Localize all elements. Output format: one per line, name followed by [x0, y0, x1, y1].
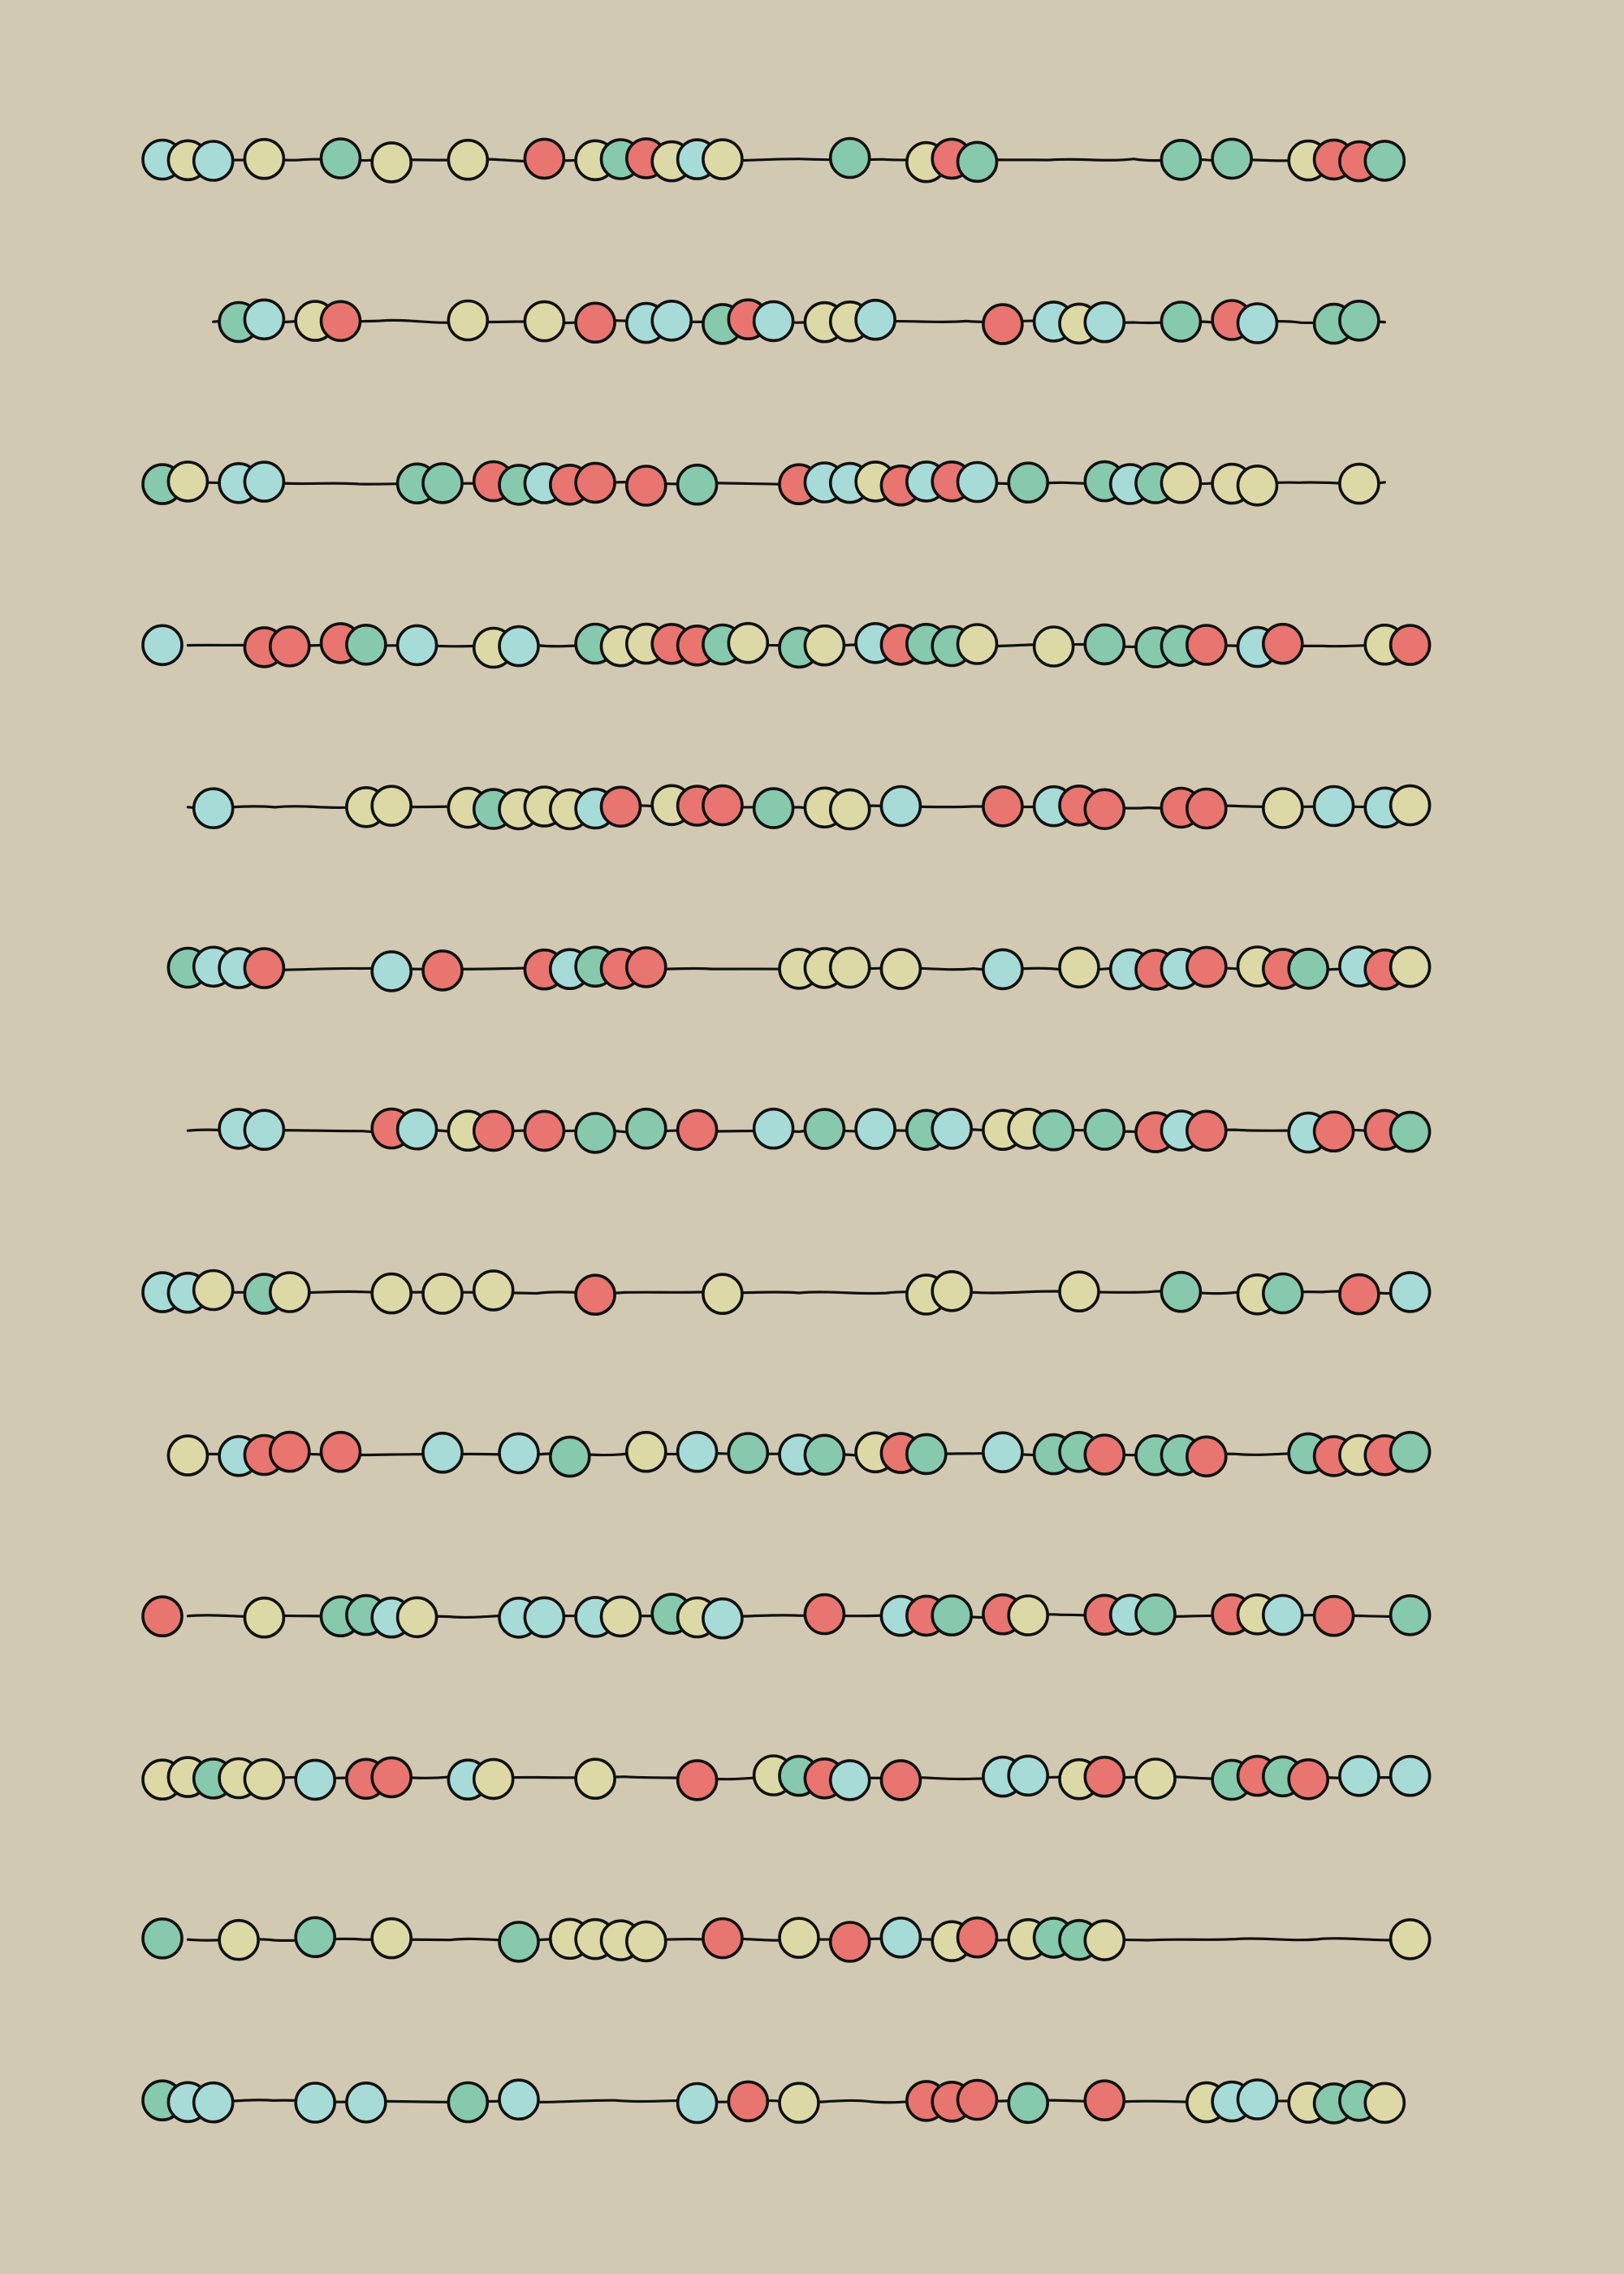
strand-8-bead-8: [474, 1271, 513, 1310]
strand-3-bead-21: [958, 463, 997, 502]
strand-7-bead-12: [805, 1109, 844, 1148]
strand-11-bead-5: [244, 1760, 283, 1799]
strand-7-bead-2: [244, 1110, 283, 1149]
strand-9-bead-4: [270, 1433, 309, 1472]
strand-9-bead-17: [983, 1433, 1022, 1472]
strand-7-bead-9: [627, 1109, 666, 1148]
strand-4-bead-31: [1391, 625, 1430, 664]
strand-10-bead-22: [1136, 1595, 1175, 1634]
strand-6-bead-15: [881, 949, 920, 988]
strand-10-bead-25: [1263, 1596, 1302, 1635]
strand-9-bead-6: [423, 1433, 462, 1472]
strand-6-bead-11: [627, 948, 666, 987]
strand-13-bead-5: [347, 2083, 386, 2122]
strand-9-bead-1: [168, 1436, 207, 1475]
strand-3-bead-22: [1009, 463, 1047, 502]
strand-3-bead-11: [576, 463, 615, 502]
strand-11-bead-10: [474, 1759, 513, 1798]
strand-9-bead-9: [627, 1433, 666, 1472]
strand-12-bead-3: [296, 1917, 335, 1956]
strand-3-bead-12: [627, 466, 666, 505]
strand-7-bead-13: [856, 1109, 895, 1148]
strand-1-bead-15: [831, 139, 870, 178]
strand-8-bead-6: [372, 1274, 411, 1313]
strand-10-bead-8: [525, 1597, 564, 1636]
strand-7-bead-18: [1034, 1111, 1073, 1150]
strand-4-bead-24: [1085, 625, 1124, 664]
strand-5-bead-10: [602, 787, 641, 826]
strand-1-bead-19: [1161, 141, 1200, 179]
strand-1-bead-20: [1212, 139, 1251, 178]
strand-4-bead-29: [1263, 625, 1302, 664]
strand-6-bead-5: [372, 952, 411, 991]
strand-9-bead-20: [1085, 1435, 1124, 1474]
strand-12-bead-15: [958, 1918, 997, 1957]
strand-9-bead-8: [551, 1437, 590, 1476]
strand-3-bead-4: [244, 462, 283, 501]
strand-11-bead-27: [1340, 1757, 1379, 1796]
strand-7-bead-11: [754, 1109, 793, 1148]
strand-11-bead-22: [1136, 1759, 1175, 1798]
strand-10-bead-19: [1009, 1596, 1047, 1635]
strand-13-bead-9: [728, 2082, 767, 2121]
strand-11-bead-26: [1289, 1760, 1328, 1799]
strand-6-bead-21: [1187, 948, 1226, 987]
strand-13-bead-15: [1085, 2081, 1124, 2120]
strand-4-bead-15: [728, 624, 767, 663]
strand-5-bead-17: [881, 787, 920, 826]
strand-1-bead-6: [372, 143, 411, 182]
strand-1-bead-18: [958, 142, 997, 181]
strand-4-bead-22: [958, 625, 997, 664]
strand-13-bead-7: [499, 2080, 538, 2119]
strand-10-bead-2: [244, 1598, 283, 1637]
strand-10-bead-10: [602, 1597, 641, 1636]
strand-5-bead-25: [1315, 787, 1354, 826]
strand-7-bead-6: [474, 1111, 513, 1150]
strand-12-bead-20: [1391, 1920, 1430, 1959]
strand-2-bead-5: [448, 301, 487, 340]
strand-11-bead-6: [296, 1760, 335, 1799]
strand-4-bead-1: [143, 625, 182, 664]
strand-2-bead-4: [322, 301, 361, 340]
strand-13-bead-13: [958, 2081, 997, 2120]
strand-8-bead-3: [194, 1271, 233, 1310]
strand-3-bead-26: [1161, 464, 1200, 503]
strand-9-bead-13: [805, 1435, 844, 1474]
strand-7-bead-7: [525, 1111, 564, 1150]
strand-10-bead-1: [143, 1597, 182, 1636]
strand-13-bead-8: [678, 2084, 717, 2123]
strand-2-bead-22: [1238, 304, 1277, 343]
strand-2-bead-24: [1340, 301, 1379, 340]
strand-7-bead-19: [1085, 1110, 1124, 1149]
strand-6-bead-17: [1060, 948, 1099, 987]
strand-3-bead-2: [168, 462, 207, 501]
strand-9-bead-23: [1187, 1437, 1226, 1476]
strand-5-bead-3: [372, 786, 411, 825]
strand-12-bead-9: [627, 1922, 666, 1961]
strand-8-bead-18: [1391, 1273, 1430, 1312]
strand-8-bead-16: [1263, 1274, 1302, 1313]
strand-7-bead-8: [576, 1113, 615, 1152]
strand-2-bead-19: [1085, 303, 1124, 342]
strand-3-bead-29: [1340, 465, 1379, 504]
strand-4-bead-27: [1187, 625, 1226, 664]
strand-6-bead-27: [1391, 948, 1430, 987]
strand-8-bead-9: [576, 1275, 615, 1314]
strand-5-bead-13: [703, 786, 742, 825]
strand-9-bead-28: [1391, 1433, 1430, 1472]
strand-1-bead-8: [525, 139, 564, 178]
strand-1-bead-4: [244, 140, 283, 179]
strand-1-bead-14: [703, 140, 742, 179]
strand-9-bead-11: [728, 1433, 767, 1472]
strand-3-bead-28: [1238, 466, 1277, 505]
strand-4-bead-17: [805, 626, 844, 665]
strand-12-bead-11: [780, 1918, 818, 1957]
strand-8-bead-10: [703, 1274, 742, 1313]
strand-6-bead-14: [831, 949, 870, 988]
strand-7-bead-10: [678, 1110, 717, 1149]
strand-2-bead-7: [576, 303, 615, 342]
strand-2-bead-12: [754, 301, 793, 340]
strand-6-bead-24: [1289, 949, 1328, 988]
strand-10-bead-13: [703, 1599, 742, 1638]
strand-8-bead-5: [270, 1273, 309, 1312]
strand-9-bead-7: [499, 1433, 538, 1472]
strand-6-bead-4: [244, 949, 283, 988]
strand-12-bead-13: [881, 1918, 920, 1957]
strand-2-bead-2: [244, 300, 283, 339]
strand-11-bead-21: [1085, 1757, 1124, 1796]
strand-7-bead-4: [398, 1110, 437, 1149]
strand-7-bead-15: [932, 1109, 971, 1148]
strand-11-bead-11: [576, 1759, 615, 1798]
strand-2-bead-9: [652, 301, 691, 340]
strand-10-bead-26: [1315, 1597, 1354, 1636]
strand-8-bead-14: [1161, 1273, 1200, 1312]
strand-7-bead-26: [1391, 1113, 1430, 1152]
strand-12-bead-12: [831, 1922, 870, 1961]
strand-12-bead-19: [1085, 1921, 1124, 1960]
strand-12-bead-4: [372, 1919, 411, 1958]
strand-5-bead-18: [983, 787, 1022, 826]
strand-5-bead-23: [1187, 789, 1226, 828]
strand-8-bead-13: [1060, 1272, 1099, 1311]
strand-8-bead-17: [1340, 1275, 1379, 1314]
strand-13-bead-6: [448, 2083, 487, 2122]
strand-4-bead-6: [398, 625, 437, 664]
strand-11-bead-12: [678, 1761, 717, 1800]
strand-11-bead-8: [372, 1757, 411, 1796]
strand-10-bead-17: [932, 1596, 971, 1635]
strand-13-bead-14: [1009, 2083, 1047, 2122]
strand-2-bead-20: [1161, 302, 1200, 341]
strand-4-bead-23: [1034, 627, 1073, 666]
strand-11-bead-17: [881, 1761, 920, 1800]
strand-7-bead-22: [1187, 1111, 1226, 1150]
strand-4-bead-5: [347, 625, 386, 664]
strand-4-bead-8: [499, 627, 538, 666]
strand-5-bead-27: [1391, 786, 1430, 825]
strand-10-bead-27: [1391, 1596, 1430, 1635]
strand-2-bead-16: [983, 305, 1022, 344]
strand-5-bead-21: [1085, 789, 1124, 828]
strand-11-bead-19: [1009, 1756, 1047, 1795]
strand-4-bead-3: [270, 627, 309, 666]
strand-12-bead-2: [219, 1921, 258, 1960]
strand-3-bead-13: [678, 465, 717, 504]
strand-1-bead-7: [448, 141, 487, 179]
strand-12-bead-10: [703, 1919, 742, 1958]
strand-2-bead-6: [525, 302, 564, 341]
strand-8-bead-12: [932, 1272, 971, 1311]
strand-11-bead-16: [831, 1761, 870, 1800]
strand-10-bead-14: [805, 1595, 844, 1634]
strand-12-bead-5: [499, 1922, 538, 1961]
strand-9-bead-10: [678, 1433, 717, 1472]
strand-7-bead-24: [1315, 1112, 1354, 1151]
strand-3-bead-6: [423, 464, 462, 503]
strand-6-bead-16: [983, 949, 1022, 988]
strand-13-bead-22: [1365, 2083, 1404, 2122]
strand-1-bead-24: [1365, 141, 1404, 180]
strand-1-bead-5: [322, 139, 361, 178]
strand-5-bead-1: [194, 789, 233, 828]
strand-9-bead-16: [907, 1434, 946, 1473]
strand-8-bead-7: [423, 1274, 462, 1313]
strand-12-bead-1: [143, 1919, 182, 1958]
strand-13-bead-18: [1238, 2080, 1277, 2119]
strand-1-bead-3: [194, 141, 233, 180]
strand-5-bead-16: [831, 790, 870, 829]
strand-5-bead-24: [1263, 789, 1302, 828]
strand-13-bead-4: [296, 2083, 335, 2122]
strand-2-bead-15: [856, 300, 895, 339]
strand-13-bead-10: [780, 2083, 818, 2122]
strand-5-bead-14: [754, 789, 793, 828]
strand-11-bead-28: [1391, 1757, 1430, 1796]
strand-6-bead-6: [423, 951, 462, 990]
strand-13-bead-3: [194, 2083, 233, 2122]
strand-9-bead-5: [322, 1433, 361, 1472]
strand-10-bead-6: [398, 1597, 437, 1636]
